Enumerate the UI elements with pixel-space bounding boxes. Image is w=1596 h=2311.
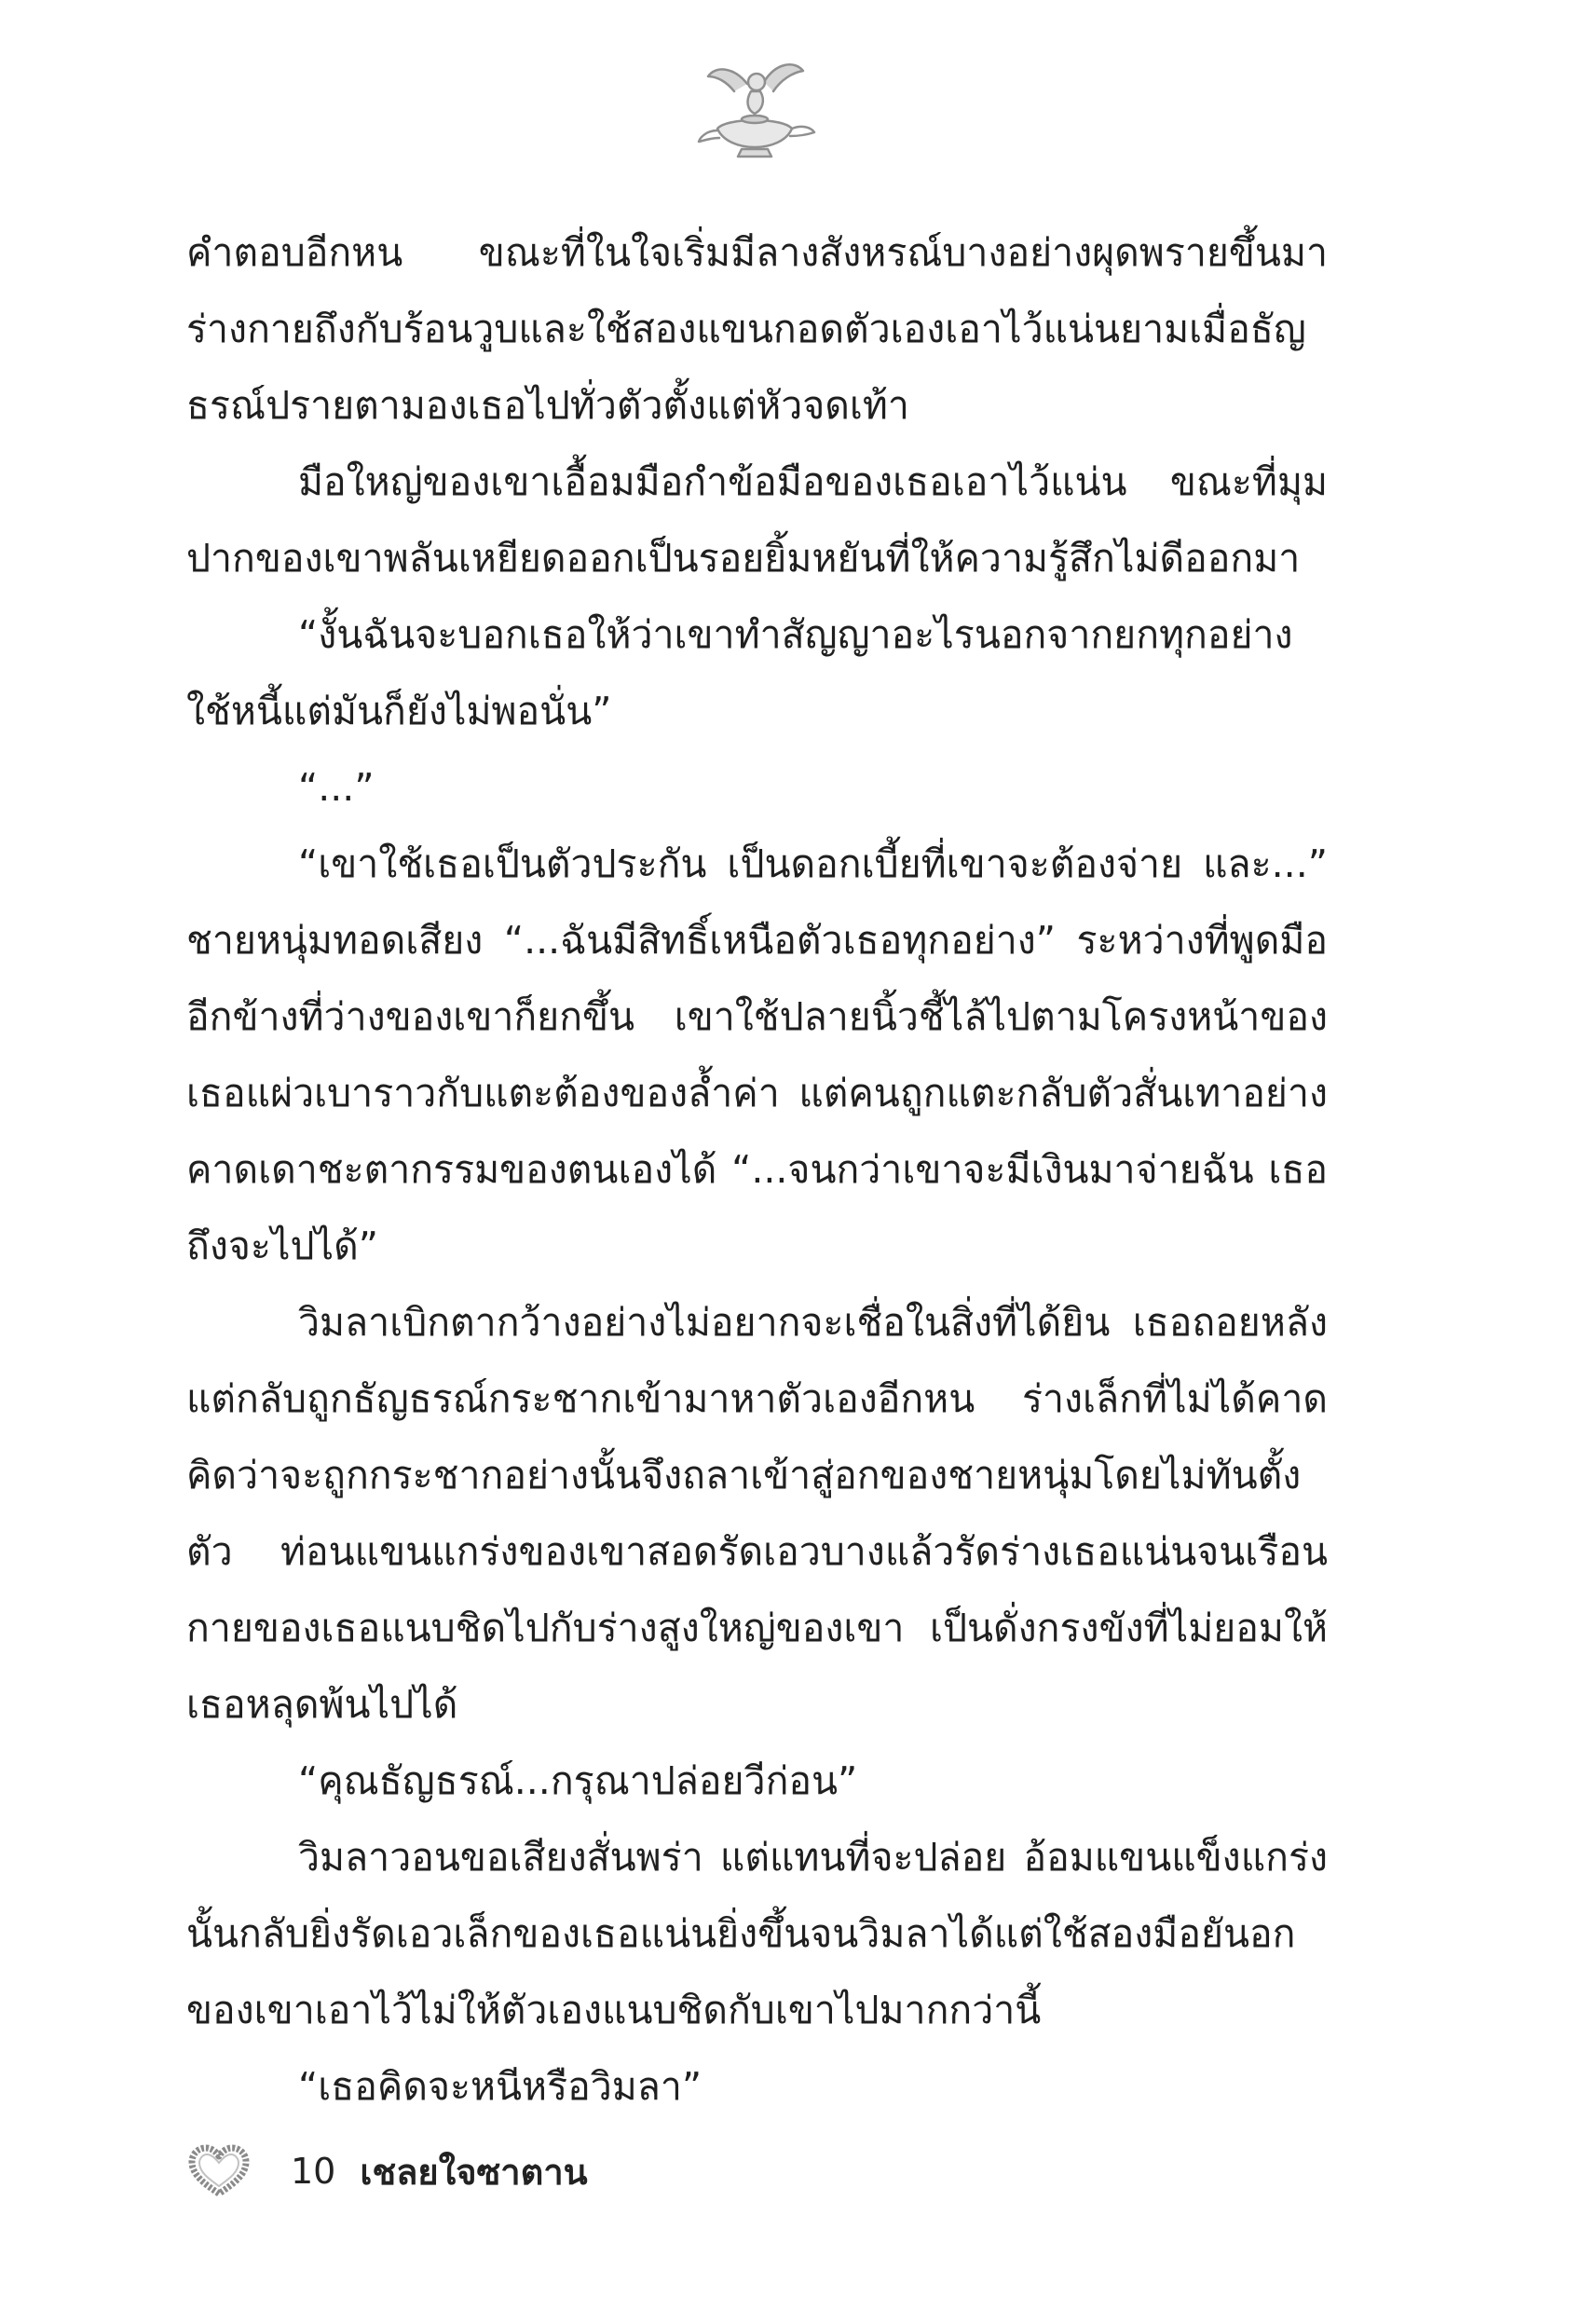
paragraph-7: “คุณธัญธรณ์...กรุณาปล่อยวีก่อน”: [298, 1758, 858, 1803]
paragraph-1: คำตอบอีกหน ขณะที่ในใจเริ่มมีลางสังหรณ์บางอย่างผุดพรายขึ้นมา ร่างกายถึงกับร้อนวูบและใช้สองแขนกอดตัวเองเอาไว้แน่นยามเมื่อธัญธรณ์ปรายตามองเธอไปทั่วตัวตั้งแต่หัวจดเท้า: [186, 230, 1328, 428]
body-text: [186, 214, 1328, 2125]
heart-wreath-icon: [186, 2143, 252, 2199]
paragraph-8: วิมลาวอนขอเสียงสั่นพร่า แต่แทนที่จะปล่อย อ้อมแขนแข็งแกร่งนั้นกลับยิ่งรัดเอวเล็กของเธอแน่นยิ่งขึ้นจนวิมลาได้แต่ใช้สองมือยันอกของเขาเอาไว้ไม่ให้ตัวเองแนบชิดกับเขาไปมากกว่านี้: [186, 1835, 1328, 2032]
paragraph-6: วิมลาเบิกตากว้างอย่างไม่อยากจะเชื่อในสิ่งที่ได้ยิน เธอถอยหลังแต่กลับถูกธัญธรณ์กระชากเข้ามาหาตัวเองอีกหน ร่างเล็กที่ไม่ได้คาดคิดว่าจะถูกกระชากอย่างนั้นจึงถลาเข้าสู่อกของชายหนุ่มโดยไม่ทันตั้งตัว ท่อนแขนแกร่งของเขาสอดรัดเอวบางแล้วรัดร่างเธอแน่นจนเรือนกายของเธอแนบชิดไปกับร่างสูงใหญ่ของเขา เป็นดั่งกรงขังที่ไม่ยอมให้เธอหลุดพ้นไปได้: [186, 1300, 1328, 1727]
paragraph-2: มือใหญ่ของเขาเอื้อมมือกำข้อมือของเธอเอาไว้แน่น ขณะที่มุมปากของเขาพลันเหยียดออกเป็นรอยยิ้มหยันที่ให้ความรู้สึกไม่ดีออกมา: [186, 459, 1328, 581]
book-title: เชลยใจซาตาน: [360, 2151, 588, 2193]
paragraph-4: “...”: [298, 765, 375, 810]
paragraph-5: “เขาใช้เธอเป็นตัวประกัน เป็นดอกเบี้ยที่เขาจะต้องจ่าย และ...” ชายหนุ่มทอดเสียง “...ฉันมีสิทธิ์เหนือตัวเธอทุกอย่าง” ระหว่างที่พูดมืออีกข้างที่ว่างของเขาก็ยกขึ้น เขาใช้ปลายนิ้วชี้ไล้ไปตามโครงหน้าของเธอแผ่วเบาราวกับแตะต้องของล้ำค่า แต่คนถูกแตะกลับตัวสั่นเทาอย่างคาดเดาชะตากรรมของตนเองได้ “...จนกว่าเขาจะมีเงินมาจ่ายฉัน เธอถึงจะไปได้”: [186, 841, 1328, 1268]
paragraph-3: “งั้นฉันจะบอกเธอให้ว่าเขาทำสัญญาอะไรนอกจากยกทุกอย่างใช้หนี้แต่มันก็ยังไม่พอนั่น”: [186, 612, 1293, 733]
cupid-teapot-ornament-icon: [689, 56, 820, 168]
paragraph-9: “เธอคิดจะหนีหรือวิมลา”: [298, 2064, 703, 2109]
page-number: 10: [291, 2151, 336, 2192]
page-footer: [186, 2134, 588, 2208]
